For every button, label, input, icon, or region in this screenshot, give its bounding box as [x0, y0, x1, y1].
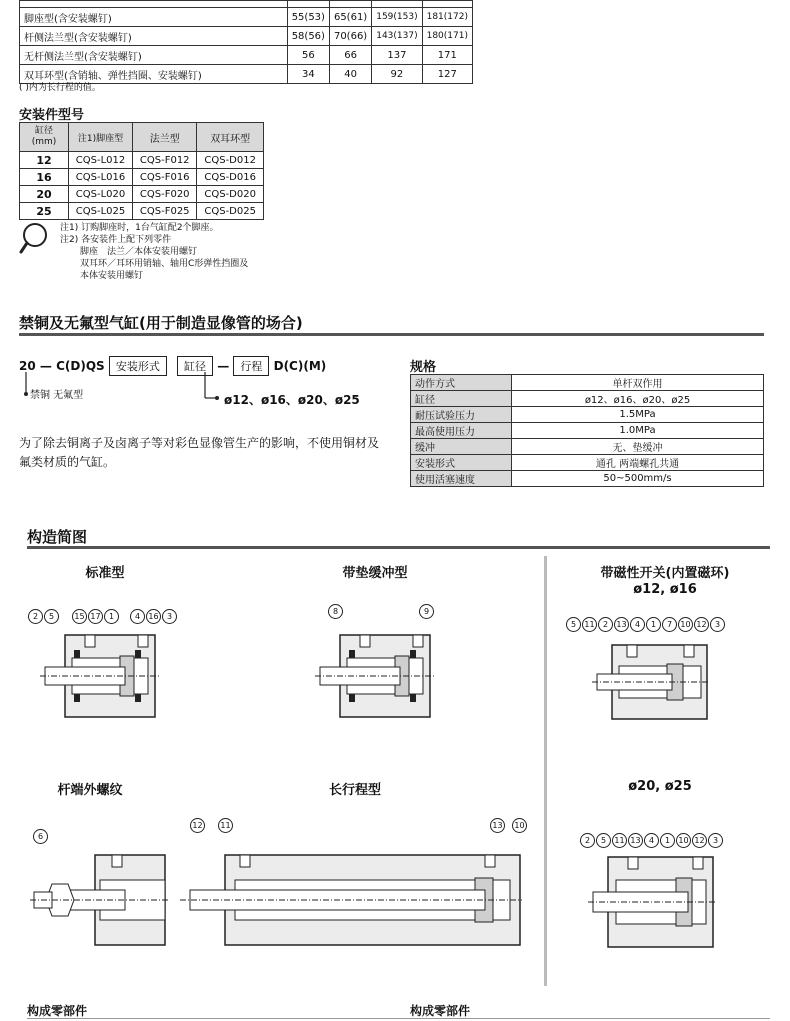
part-label: 4 — [130, 609, 145, 624]
code-box-mount: 安装形式 — [109, 356, 167, 376]
part-label: 1 — [104, 609, 119, 624]
diagram-subtitle-magnet: ø12, ø16 — [633, 582, 697, 597]
part-label: 1 — [660, 833, 675, 848]
diagram-title-long-stroke: 长行程型 — [328, 783, 381, 798]
table-row — [411, 407, 764, 423]
cell: CQS-L016 — [69, 169, 133, 186]
part-label: 15 — [72, 609, 87, 624]
part-label: 2 — [598, 617, 613, 632]
part-label: 13 — [490, 818, 505, 833]
note-1: 注1) 订购脚座时，1台气缸配2个脚座。 — [60, 223, 219, 233]
spec-key: 耐压试验压力 — [411, 407, 512, 423]
cell: 20 — [20, 186, 69, 203]
part-label: 5 — [566, 617, 581, 632]
diagram-title-standard: 标准型 — [85, 566, 125, 581]
cell: CQS-F025 — [133, 203, 197, 220]
part-label: 9 — [419, 604, 434, 619]
part-label: 4 — [630, 617, 645, 632]
cell: 65(61) — [329, 8, 371, 27]
mount-models-table — [19, 122, 264, 220]
diagram-title-male-thread: 杆端外螺纹 — [57, 783, 123, 798]
cell: 70(66) — [329, 27, 371, 46]
cell: 127 — [422, 65, 472, 84]
cell: 16 — [20, 169, 69, 186]
table-row — [411, 439, 764, 455]
table-row — [20, 169, 264, 186]
spec-value: 1.0MPa — [512, 423, 764, 439]
header-flange: 法兰型 — [133, 123, 197, 152]
table-row — [411, 471, 764, 487]
row-label: 杆侧法兰型(含安装螺钉) — [20, 27, 288, 46]
spec-key: 安装形式 — [411, 455, 512, 471]
table-row — [20, 186, 264, 203]
table-row — [20, 27, 473, 46]
table-row — [20, 152, 264, 169]
note-5: 本体安装用螺钉 — [80, 271, 144, 281]
table-row — [20, 65, 473, 84]
part-label: 5 — [44, 609, 59, 624]
cell: CQS-L012 — [69, 152, 133, 169]
construction-title: 构造简图 — [27, 528, 88, 546]
row-label: 脚座型(含安装螺钉) — [20, 8, 288, 27]
labels-large-bore — [580, 828, 724, 848]
note-4: 双耳环／耳环用销轴、轴用C形弹性挡圈及 — [80, 259, 249, 269]
labels-standard — [28, 604, 178, 624]
labels-magnet — [566, 612, 726, 632]
part-label: 11 — [218, 818, 233, 833]
table-row — [20, 8, 473, 27]
specs-table — [410, 374, 764, 487]
part-label: 13 — [628, 833, 643, 848]
note-3: 脚座 法兰／本体安装用螺钉 — [80, 247, 198, 257]
part-label: 3 — [710, 617, 725, 632]
table-note: ( )内为长行程的值。 — [19, 83, 101, 93]
part-label: 1 — [646, 617, 661, 632]
cell: 12 — [20, 152, 69, 169]
cell: 137 — [372, 46, 422, 65]
spec-value: ø12、ø16、ø20、ø25 — [512, 391, 764, 407]
mount-weight-table — [19, 0, 473, 84]
part-label: 2 — [28, 609, 43, 624]
header-bore: 缸径 (mm) — [20, 123, 69, 152]
cell: 66 — [329, 46, 371, 65]
labels-long-stroke-right — [490, 813, 528, 833]
diagram-title-large-bore: ø20, ø25 — [628, 779, 692, 794]
cell: CQS-D025 — [197, 203, 264, 220]
section-title: 禁铜及无氟型气缸(用于制造显像管的场合) — [19, 314, 303, 332]
cell: 171 — [422, 46, 472, 65]
cell: 92 — [372, 65, 422, 84]
section-divider — [19, 333, 764, 336]
part-label: 12 — [694, 617, 709, 632]
part-label: 12 — [692, 833, 707, 848]
code-dash: — — [39, 359, 52, 373]
spec-key: 使用活塞速度 — [411, 471, 512, 487]
part-label: 3 — [708, 833, 723, 848]
table-row — [411, 391, 764, 407]
table-row — [411, 455, 764, 471]
cell: 55(53) — [287, 8, 329, 27]
cell: 34 — [287, 65, 329, 84]
cylinder-drawing-large-bore — [588, 852, 718, 952]
cell: CQS-D012 — [197, 152, 264, 169]
code-dash-2: — — [217, 359, 230, 373]
table-row — [411, 423, 764, 439]
part-label: 6 — [33, 829, 48, 844]
spec-value: 单杆双作用 — [512, 375, 764, 391]
cell: CQS-F020 — [133, 186, 197, 203]
labels-long-stroke — [190, 813, 234, 833]
part-label: 4 — [644, 833, 659, 848]
spec-value: 50~500mm/s — [512, 471, 764, 487]
cell: 25 — [20, 203, 69, 220]
part-label: 12 — [190, 818, 205, 833]
code-suffix: D(C)(M) — [273, 359, 327, 373]
cell: CQS-F016 — [133, 169, 197, 186]
spec-key: 动作方式 — [411, 375, 512, 391]
spec-value: 无、垫缓冲 — [512, 439, 764, 455]
table-row — [20, 1, 473, 8]
part-label: 2 — [580, 833, 595, 848]
cylinder-drawing-male-thread — [30, 850, 170, 950]
part-label: 16 — [146, 609, 161, 624]
part-label: 11 — [612, 833, 627, 848]
cell: CQS-L020 — [69, 186, 133, 203]
table-header-row — [20, 123, 264, 152]
code-box-stroke: 行程 — [233, 356, 269, 376]
cell: CQS-D020 — [197, 186, 264, 203]
diagram-title-magnet: 带磁性开关(内置磁环) — [600, 566, 730, 581]
spec-value: 1.5MPa — [512, 407, 764, 423]
table-row — [411, 375, 764, 391]
footer-parts-right: 构成零部件 — [410, 1004, 471, 1018]
code-prefix: 20 — [19, 359, 36, 373]
specs-title: 规格 — [410, 360, 437, 375]
spec-key: 最高使用压力 — [411, 423, 512, 439]
note-2: 注2) 各安装件上配下列零件 — [60, 235, 172, 245]
cylinder-drawing-standard — [40, 630, 165, 720]
cell: CQS-F012 — [133, 152, 197, 169]
spec-value: 通孔 两端螺孔共通 — [512, 455, 764, 471]
section-description: 为了除去铜离子及卤离子等对彩色显像管生产的影响，不使用铜材及氟类材质的气缸。 — [19, 436, 380, 469]
spec-key: 缓冲 — [411, 439, 512, 455]
cell: 180(171) — [422, 27, 472, 46]
vertical-divider — [544, 556, 547, 986]
cell: 40 — [329, 65, 371, 84]
bore-desc: ø12、ø16、ø20、ø25 — [224, 393, 360, 407]
cell: 159(153) — [372, 8, 422, 27]
footer-parts-left: 构成零部件 — [27, 1004, 88, 1018]
header-clevis: 双耳环型 — [197, 123, 264, 152]
part-label: 3 — [162, 609, 177, 624]
construction-divider — [27, 546, 770, 549]
cell: 181(172) — [422, 8, 472, 27]
part-label: 5 — [596, 833, 611, 848]
diagram-title-cushion: 带垫缓冲型 — [342, 566, 408, 581]
cylinder-drawing-magnet — [592, 640, 712, 722]
cylinder-drawing-cushion — [315, 630, 440, 720]
part-label: 10 — [676, 833, 691, 848]
spec-key: 缸径 — [411, 391, 512, 407]
cylinder-drawing-long-stroke — [180, 850, 525, 950]
part-label: 8 — [328, 604, 343, 619]
cell: CQS-D016 — [197, 169, 264, 186]
code-box-bore: 缸径 — [177, 356, 213, 376]
table-row — [20, 46, 473, 65]
cell: 143(137) — [372, 27, 422, 46]
header-foot: 注1)脚座型 — [69, 123, 133, 152]
footer-line — [27, 1018, 770, 1019]
cell: CQS-L025 — [69, 203, 133, 220]
mount-notes — [60, 222, 248, 282]
code-model: C(D)QS — [56, 359, 105, 373]
part-label: 10 — [512, 818, 527, 833]
magnifier-icon — [18, 222, 50, 256]
prefix-desc: 禁铜 无氟型 — [30, 390, 84, 401]
table-row — [20, 203, 264, 220]
part-label: 13 — [614, 617, 629, 632]
part-label: 11 — [582, 617, 597, 632]
mount-models-title: 安装件型号 — [19, 108, 85, 123]
part-label: 17 — [88, 609, 103, 624]
cell: 58(56) — [287, 27, 329, 46]
part-label: 7 — [662, 617, 677, 632]
row-label: 双耳环型(含销轴、弹性挡圈、安装螺钉) — [20, 65, 288, 84]
row-label: 无杆侧法兰型(含安装螺钉) — [20, 46, 288, 65]
part-label: 10 — [678, 617, 693, 632]
cell: 56 — [287, 46, 329, 65]
